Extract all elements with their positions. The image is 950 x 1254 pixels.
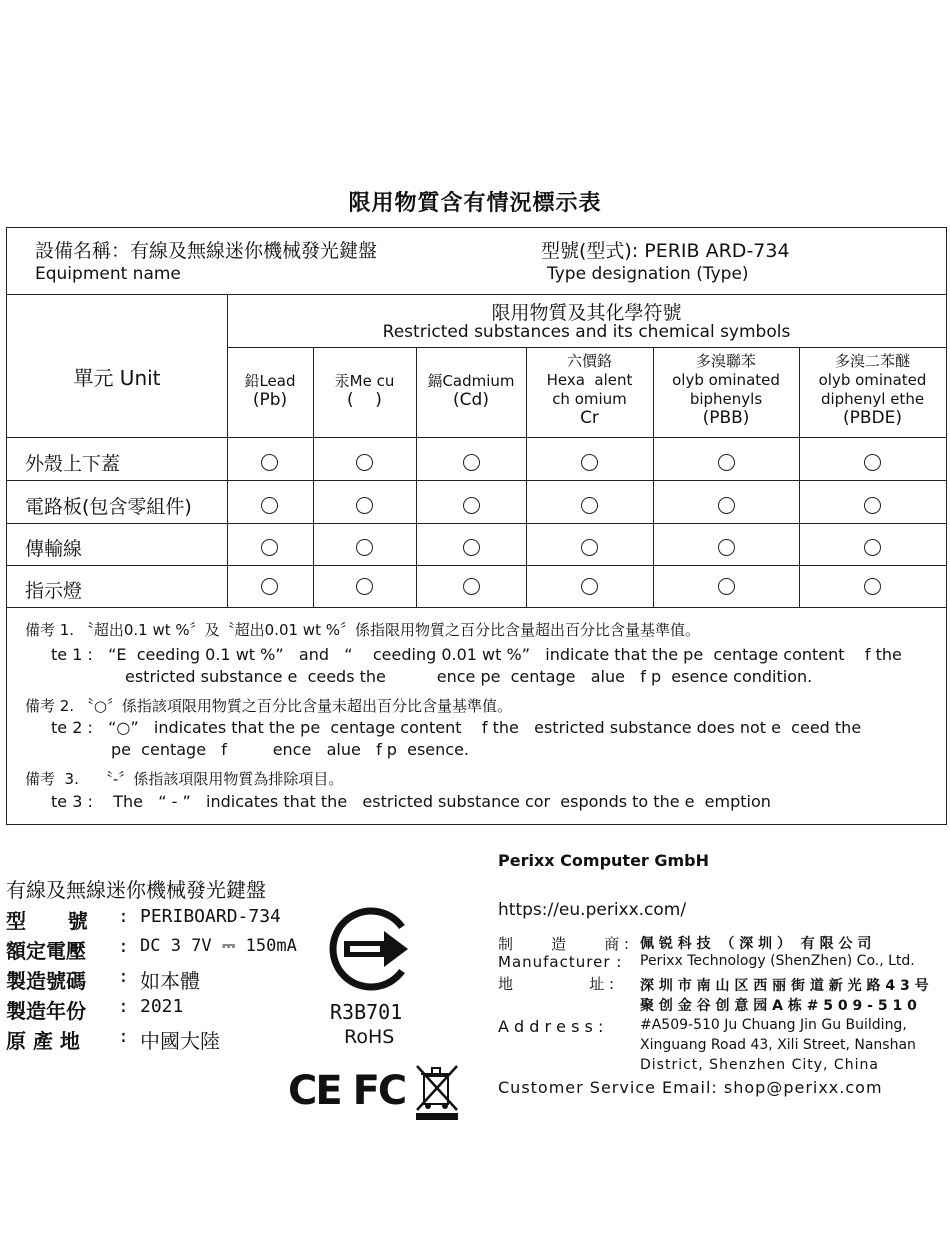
col-header-line: biphenyls [689,390,763,408]
compliant-mark [864,578,881,595]
col-header-line: 多溴聯苯 [695,352,756,370]
address-label-zh: 地 址 : [498,975,615,993]
weee-bin-icon [412,1062,462,1120]
col-header-line: 鉛Lead [244,372,296,390]
compliant-mark [581,539,598,556]
customer-service-email: Customer Service Email: shop@perixx.com [498,1078,883,1097]
spec-value-origin: 中國大陸 [140,1029,220,1053]
col-header-line: olyb ominated [818,371,927,389]
col-header-line: olyb ominated [672,371,780,389]
divider [227,347,946,348]
note-1-en-line-2: estricted substance e ceeds the ence pe centage alue f p esence condition. [125,667,813,686]
row-label: 指示燈 [25,580,83,602]
compliant-mark [864,454,881,471]
note-2-zh: 備考 2. 〝○〞係指該項限用物質之百分比含量未超出百分比含量基準值。 [25,697,512,715]
divider [7,437,946,438]
equipment-name-en: Equipment name [35,264,181,284]
spec-colon: : [118,936,129,957]
compliant-mark [718,539,735,556]
compliant-mark [356,539,373,556]
col-header-line: 鎘Cadmium [427,372,515,390]
col-header-line: ch omium [552,390,627,408]
compliant-mark [581,578,598,595]
row-label: 傳輸線 [25,538,83,560]
note-1-zh: 備考 1. 〝超出0.1 wt %〞及〝超出0.01 wt %〞係指限用物質之百分比含量超出百分比含量基準值。 [25,621,700,639]
compliant-mark [261,497,278,514]
compliant-mark [718,578,735,595]
divider [7,607,946,608]
col-header-pbb [653,352,799,428]
substance-group-zh: 限用物質及其化學符號 [491,302,682,324]
spec-label: 原 產 地 [6,1029,80,1053]
spec-value-model: PERIBOARD-734 [140,906,281,927]
col-header-line: Cr [580,408,599,428]
address-en-line-1: #A509-510 Ju Chuang Jin Gu Building, [640,1017,907,1033]
address-zh-line-2: 聚 创 金 谷 创 意 园 A 栋 # 5 0 9 - 5 1 0 [640,998,917,1014]
row-label: 電路板(包含零組件) [25,496,192,518]
spec-colon: : [118,1026,129,1047]
document-title: 限用物質含有情況標示表 [348,191,602,216]
note-1-en-line-1: te 1 : “E ceeding 0.1 wt %” and “ ceeding 0.01 wt %” indicate that the pe centage content f the [51,645,902,664]
col-header-line: diphenyl ethe [820,390,925,408]
company-url: https://eu.perixx.com/ [498,900,687,920]
col-header-line: 多溴二苯醚 [834,352,910,370]
unit-header: 單元 Unit [73,366,161,390]
manufacturer-label-en: Manufacturer : [498,953,623,971]
compliant-mark [718,454,735,471]
divider [7,523,946,524]
address-en-line-3: District, Shenzhen City, China [640,1057,879,1073]
compliant-mark [356,497,373,514]
compliant-mark [463,539,480,556]
divider [7,294,946,295]
type-designation-zh: 型號(型式): PERIB ARD-734 [541,240,790,262]
rohs-label: RoHS [344,1026,395,1048]
bsmi-certification-icon [326,905,414,993]
compliant-mark [261,539,278,556]
col-header-line: 汞Me cu [334,372,395,390]
note-3-en: te 3 : The “ - ” indicates that the estricted substance cor esponds to the e emption [51,792,771,811]
equipment-name-zh: 設備名稱：有線及無線迷你機械發光鍵盤 [35,240,378,262]
col-header-pbde [799,352,946,428]
address-label-en: A d d r e s s : [498,1017,604,1036]
compliant-mark [864,497,881,514]
spec-label: 製造號碼 [6,969,86,993]
address-zh-line-1: 深 圳 市 南 山 区 西 丽 街 道 新 光 路 4 3 号 [640,978,929,994]
row-label: 外殼上下蓋 [25,453,121,475]
compliant-mark [463,497,480,514]
col-header-chromium [526,352,653,428]
divider [7,565,946,566]
compliant-mark [463,454,480,471]
note-3-zh: 備考 3. 〝-〞係指該項限用物質為排除項目。 [25,770,344,788]
spec-value-year: 2021 [140,996,184,1017]
divider [7,480,946,481]
ce-fc-marks: CE FC [288,1068,406,1114]
note-2-en-line-1: te 2 : “○” indicates that the pe centage content f the estricted substance does not e ceed the [51,718,862,737]
col-header-line: ( ) [347,390,382,410]
col-header-lead [227,372,313,410]
col-header-line: (Cd) [453,390,489,410]
compliant-mark [356,578,373,595]
substance-group-en: Restricted substances and its chemical symbols [382,322,791,342]
spec-colon: : [118,906,129,927]
col-header-mercury [313,372,416,410]
col-header-line: 六價鉻 [566,352,612,370]
spec-label: 製造年份 [6,999,86,1023]
col-header-line: (PBB) [702,408,750,428]
col-header-cadmium [416,372,526,410]
compliant-mark [261,578,278,595]
spec-label: 型 號 [6,909,88,933]
spec-colon: : [118,966,129,987]
col-header-line: (Pb) [252,390,288,410]
spec-value-rating: DC 3 7V ⎓ 150mA [140,936,297,956]
spec-colon: : [118,996,129,1017]
company-name: Perixx Computer GmbH [498,851,710,870]
compliant-mark [463,578,480,595]
address-en-line-2: Xinguang Road 43, Xili Street, Nanshan [640,1037,916,1053]
col-header-line: (PBDE) [842,408,902,428]
compliant-mark [261,454,278,471]
compliant-mark [718,497,735,514]
spec-label: 額定電壓 [6,939,86,963]
spec-value-serial: 如本體 [140,969,200,993]
manufacturer-name-zh: 佩 锐 科 技 （ 深 圳 ） 有 限 公 司 [640,936,872,952]
manufacturer-label-zh: 制 造 商 : [498,935,630,953]
note-2-en-line-2: pe centage f ence alue f p esence. [111,740,470,759]
product-name: 有線及無線迷你機械發光鍵盤 [6,878,266,902]
manufacturer-name-en: Perixx Technology (ShenZhen) Co., Ltd. [640,953,915,969]
compliant-mark [581,497,598,514]
bsmi-code: R3B701 [330,1000,403,1024]
col-header-line: Hexa alent [546,371,633,389]
type-designation-en: Type designation (Type) [547,264,749,284]
substance-table [6,227,947,825]
compliant-mark [356,454,373,471]
compliant-mark [581,454,598,471]
compliant-mark [864,539,881,556]
